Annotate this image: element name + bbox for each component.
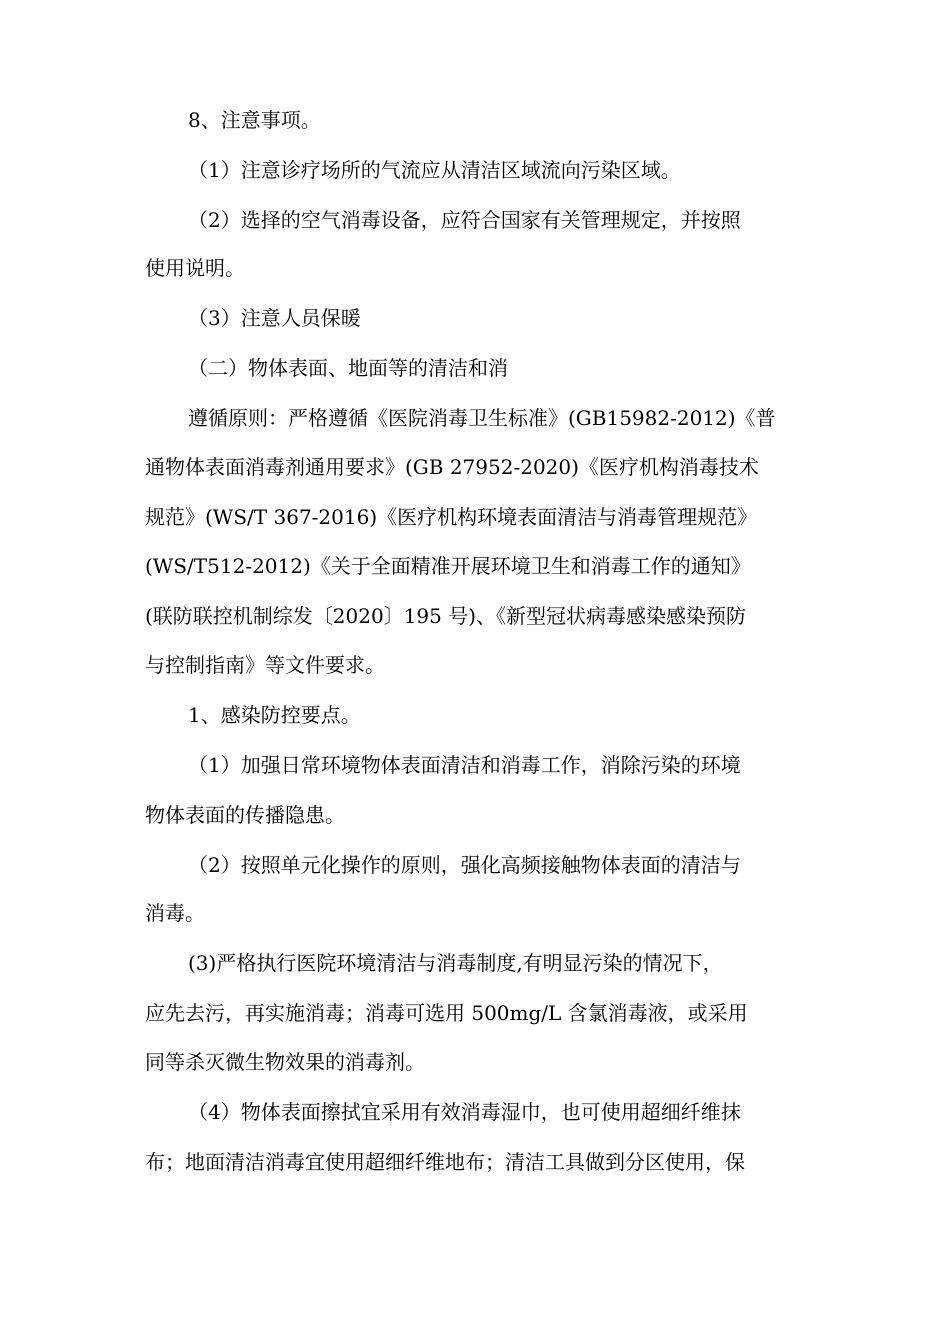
list-item: (3)严格执行医院环境清洁与消毒制度,有明显污染的情况下， [188,951,723,975]
section-heading: 8、注意事项。 [188,108,321,132]
text-line: 消毒。 [145,901,205,925]
paragraph-line: 通物体表面消毒剂通用要求》(GB 27952-2020)《医疗机构消毒技术 [145,455,759,479]
list-item: （2）选择的空气消毒设备，应符合国家有关管理规定，并按照 [188,208,741,232]
section-heading: 1、感染防控要点。 [188,703,361,727]
paragraph-line: 与控制指南》等文件要求。 [145,653,385,677]
list-item: （4）物体表面擦拭宜采用有效消毒湿巾，也可使用超细纤维抹 [188,1100,741,1124]
text-line: 应先去污，再实施消毒；消毒可选用 500mg/L 含氯消毒液，或采用 [145,1001,748,1025]
section-heading: （二）物体表面、地面等的清洁和消 [188,356,508,380]
text-line: 使用说明。 [145,256,245,280]
paragraph-line: (WS/T512-2012)《关于全面精准开展环境卫生和消毒工作的通知》 [145,554,751,578]
text-line: 布；地面清洁消毒宜使用超细纤维地布；清洁工具做到分区使用，保 [145,1150,745,1174]
text-line: 同等杀灭微生物效果的消毒剂。 [145,1050,425,1074]
list-item: （3）注意人员保暖 [188,306,361,330]
paragraph-line: 规范》(WS/T 367-2016)《医疗机构环境表面清洁与消毒管理规范》 [145,505,758,529]
paragraph-line: 遵循原则：严格遵循《医院消毒卫生标准》(GB15982-2012)《普 [188,406,776,430]
text-line: 物体表面的传播隐患。 [145,803,345,827]
list-item: （1）注意诊疗场所的气流应从清洁区域流向污染区域。 [188,158,681,182]
list-item: （2）按照单元化操作的原则，强化高频接触物体表面的清洁与 [188,853,741,877]
list-item: （1）加强日常环境物体表面清洁和消毒工作，消除污染的环境 [188,753,741,777]
paragraph-line: (联防联控机制综发〔2020〕195 号)、《新型冠状病毒感染感染预防 [145,604,747,628]
